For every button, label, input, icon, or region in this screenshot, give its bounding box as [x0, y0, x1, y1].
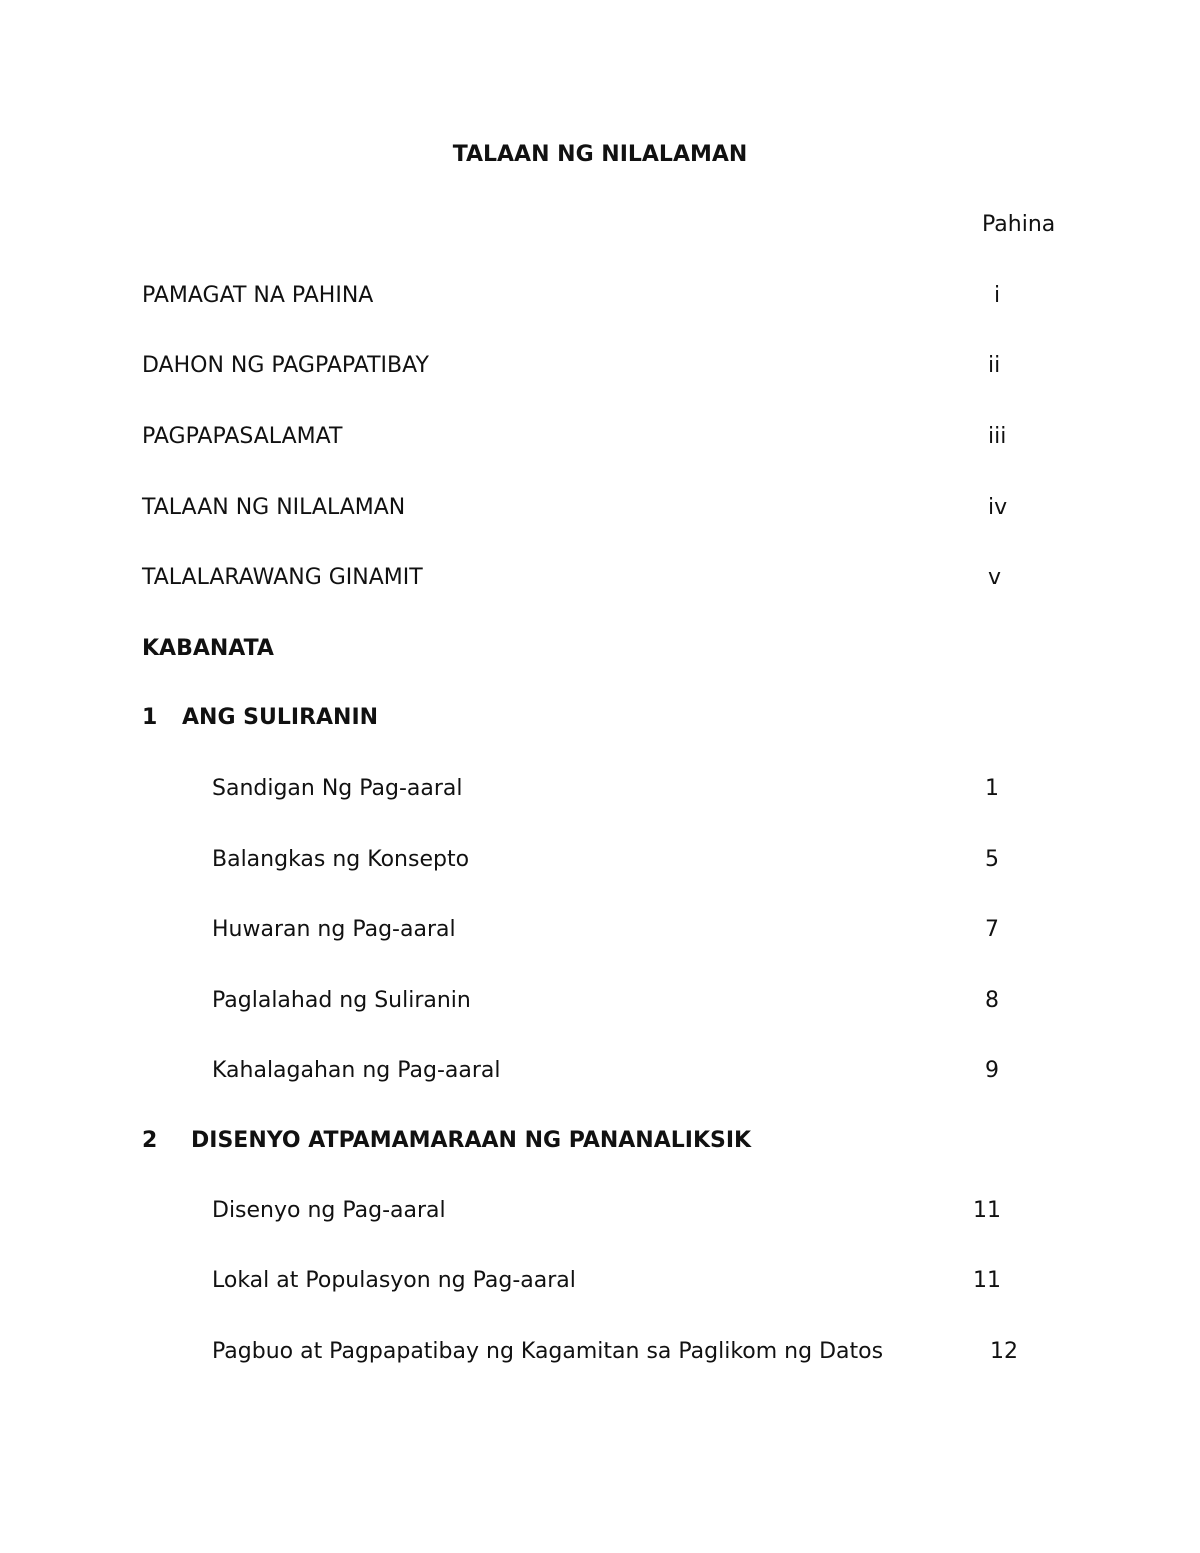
toc-entry-page: iv — [988, 495, 1008, 520]
section-heading: KABANATA — [142, 636, 274, 661]
toc-entry-page: 11 — [973, 1198, 1001, 1223]
chapter-number: 2 — [142, 1128, 158, 1153]
toc-entry-label: Pagbuo at Pagpapatibay ng Kagamitan sa Paglikom ng Datos — [212, 1339, 884, 1364]
page-title: TALAAN NG NILALAMAN — [452, 142, 748, 167]
toc-entry-page: 1 — [985, 776, 999, 801]
toc-entry-page: i — [994, 283, 1001, 308]
toc-entry-label: PAGPAPASALAMAT — [142, 424, 343, 449]
toc-entry-label: PAMAGAT NA PAHINA — [142, 283, 374, 308]
chapter-title: DISENYO ATPAMAMARAAN NG PANANALIKSIK — [191, 1128, 752, 1153]
toc-entry-page: 5 — [985, 847, 999, 872]
toc-entry-page: iii — [988, 424, 1007, 449]
toc-entry-page: 12 — [990, 1339, 1018, 1364]
toc-entry-label: TALALARAWANG GINAMIT — [142, 565, 423, 590]
toc-entry-page: 8 — [985, 988, 999, 1013]
toc-entry-label: DAHON NG PAGPAPATIBAY — [142, 353, 429, 378]
toc-entry-label: Lokal at Populasyon ng Pag-aaral — [212, 1268, 576, 1293]
toc-entry-label: Disenyo ng Pag-aaral — [212, 1198, 446, 1223]
toc-entry-label: Kahalagahan ng Pag-aaral — [212, 1058, 501, 1083]
toc-entry-label: Balangkas ng Konsepto — [212, 847, 470, 872]
toc-entry-page: 9 — [985, 1058, 999, 1083]
chapter-number: 1 — [142, 705, 158, 730]
toc-entry-page: 7 — [985, 917, 999, 942]
toc-entry-label: TALAAN NG NILALAMAN — [142, 495, 406, 520]
chapter-title: ANG SULIRANIN — [182, 705, 379, 730]
toc-entry-page: 11 — [973, 1268, 1001, 1293]
toc-entry-label: Huwaran ng Pag-aaral — [212, 917, 456, 942]
page-column-header: Pahina — [982, 212, 1056, 237]
toc-entry-label: Sandigan Ng Pag-aaral — [212, 776, 463, 801]
toc-entry-label: Paglalahad ng Suliranin — [212, 988, 471, 1013]
toc-entry-page: v — [988, 565, 1002, 590]
toc-entry-page: ii — [988, 353, 1001, 378]
